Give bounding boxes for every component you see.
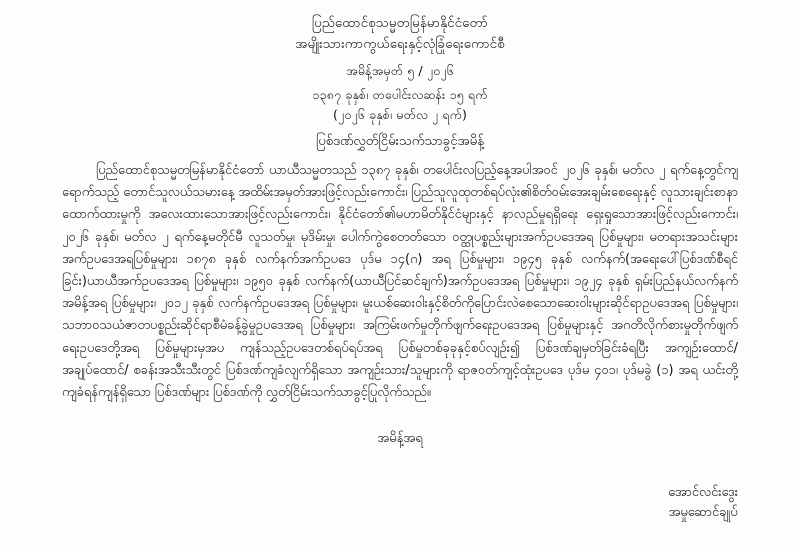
header-line-country: ပြည်ထောင်စုသမ္မတမြန်မာနိုင်ငံတော်	[311, 16, 489, 31]
document-header	[62, 14, 738, 124]
document-subject: ပြစ်ဒဏ်လွှတ်ငြိမ်းသက်သာခွင့်အမိန့်	[316, 134, 484, 150]
signature-block	[668, 483, 738, 524]
header-line-order-number: အမိန့်အမှတ် ၅ / ၂၀၂၆	[346, 62, 454, 78]
signatory-name: အောင်လင်းဒွေး	[668, 484, 738, 500]
document-body-paragraph: ပြည်ထောင်စုသမ္မတမြန်မာနိုင်ငံတော် ယာယီသမ္မတသည် ၁၃၈၇ ခုနှစ်၊ တပေါင်းလပြည့်နေ့အပါအဝင် ၂၀၂၆ ခုနှစ်၊ မတ်လ ၂ ရက်နေ့တွင်ကျရောက်သည့် တောင်သူလယ်သမားနေ့ အထိမ်းအမှတ်အားဖြင့်လည်းကောင်း၊ ပြည်သူလူထုတစ်ရပ်လုံး၏စိတ်ဝမ်းအေးချမ်းစေရေးနှင့် လူသားချင်းစာနာထောက်ထားမှုကို အလေးထားသောအားဖြင့်လည်းကောင်း၊ နိုင်ငံတော်၏မဟာမိတ်နိုင်ငံများနှင့် နာလည်မှုရရှိရေး ရှေးရှုသောအားဖြင့်လည်းကောင်း၊ ၂၀၂၆ ခုနှစ်၊ မတ်လ ၂ ရက်နေ့မတိုင်မီ လူသတ်မှု၊ မုဒိမ်းမှု၊ ပေါက်ကွဲစေတတ်သော ဝတ္ထုပစ္စည်းများအက်ဥပဒေအရ ပြစ်မှုများ၊ မတရားအသင်းများအက်ဥပဒေအရပြစ်မှုများ၊ ၁၈၇၈ ခုနှစ် လက်နက်အက်ဥပဒေ ပုဒ်မ ၁၄(ဂ) အရ ပြစ်မှုများ၊ ၁၉၄၅ ခုနှစ် လက်နက်(အရေးပေါ်ပြစ်ဒဏ်စီရင်ခြင်း)ယာယီအက်ဥပဒေအရ ပြစ်မှုများ၊ ၁၉၅၀ ခုနှစ် လက်နက်(ယာယီပြင်ဆင်ချက်)အက်ဥပဒေအရ ပြစ်မှုများ၊ ၁၉၂၄ ခုနှစ် ရှမ်းပြည်နယ်လက်နက်အမိန့်အရ ပြစ်မှုများ၊ ၂၀၁၂ ခုနှစ် လက်နက်ဥပဒေအရ ပြစ်မှုများ၊ မူးယစ်ဆေးဝါးနှင့်စိတ်ကိုပြောင်းလဲစေသောဆေးဝါးများဆိုင်ရာဥပဒေအရ ပြစ်မှုများ၊ သဘာဝသယံဇာတပစ္စည်းဆိုင်ရာစီမံခန့်ခွဲမှုဥပဒေအရ ပြစ်မှုများ၊ အကြမ်းဖက်မှုတိုက်ဖျက်ရေးဥပဒေအရ ပြစ်မှုများနှင့် အဂတိလိုက်စားမှုတိုက်ဖျက်ရေးဥပဒေတို့အရ ပြစ်မှုများမှအပ ကျန်သည့်ဥပဒေတစ်ရပ်ရပ်အရ ပြစ်မှုတစ်ခုခုနှင့်စပ်လျဉ်း၍ ပြစ်ဒဏ်ချမှတ်ခြင်းခံရပြီး အကျဉ်းထောင်/အချုပ်ထောင်/ စခန်းအသီးသီးတွင် ပြစ်ဒဏ်ကျခံလျက်ရှိသော အကျဉ်းသား/သူများကို ရာဇဝတ်ကျင့်ထုံးဥပဒေ ပုဒ်မ ၄၀၁၊ ပုဒ်မခွဲ (၁) အရ ယင်းတို့ ကျခံရန်ကျန်ရှိသော ပြစ်ဒဏ်များ ပြစ်ဒဏ်ကို လွှတ်ငြိမ်းသက်သာခွင့်ပြုလိုက်သည်။	[62, 163, 738, 400]
header-line-date-burmese: ၁၃၈၇ ခုနှစ်၊ တပေါင်းလဆန်း ၁၅ ရက်	[312, 87, 488, 103]
document-body	[62, 160, 738, 404]
document-closing: အမိန့်အရ	[377, 431, 423, 447]
signatory-role: အမှုဆောင်ချုပ်	[668, 505, 738, 521]
header-line-council: အမျိုးသားကာကွယ်ရေးနှင့်လုံခြုံရေးကောင်စီ	[295, 36, 505, 52]
header-line-date-gregorian: (၂၀၂၆ ခုနှစ်၊ မတ်လ ၂ ရက်)	[332, 106, 468, 122]
